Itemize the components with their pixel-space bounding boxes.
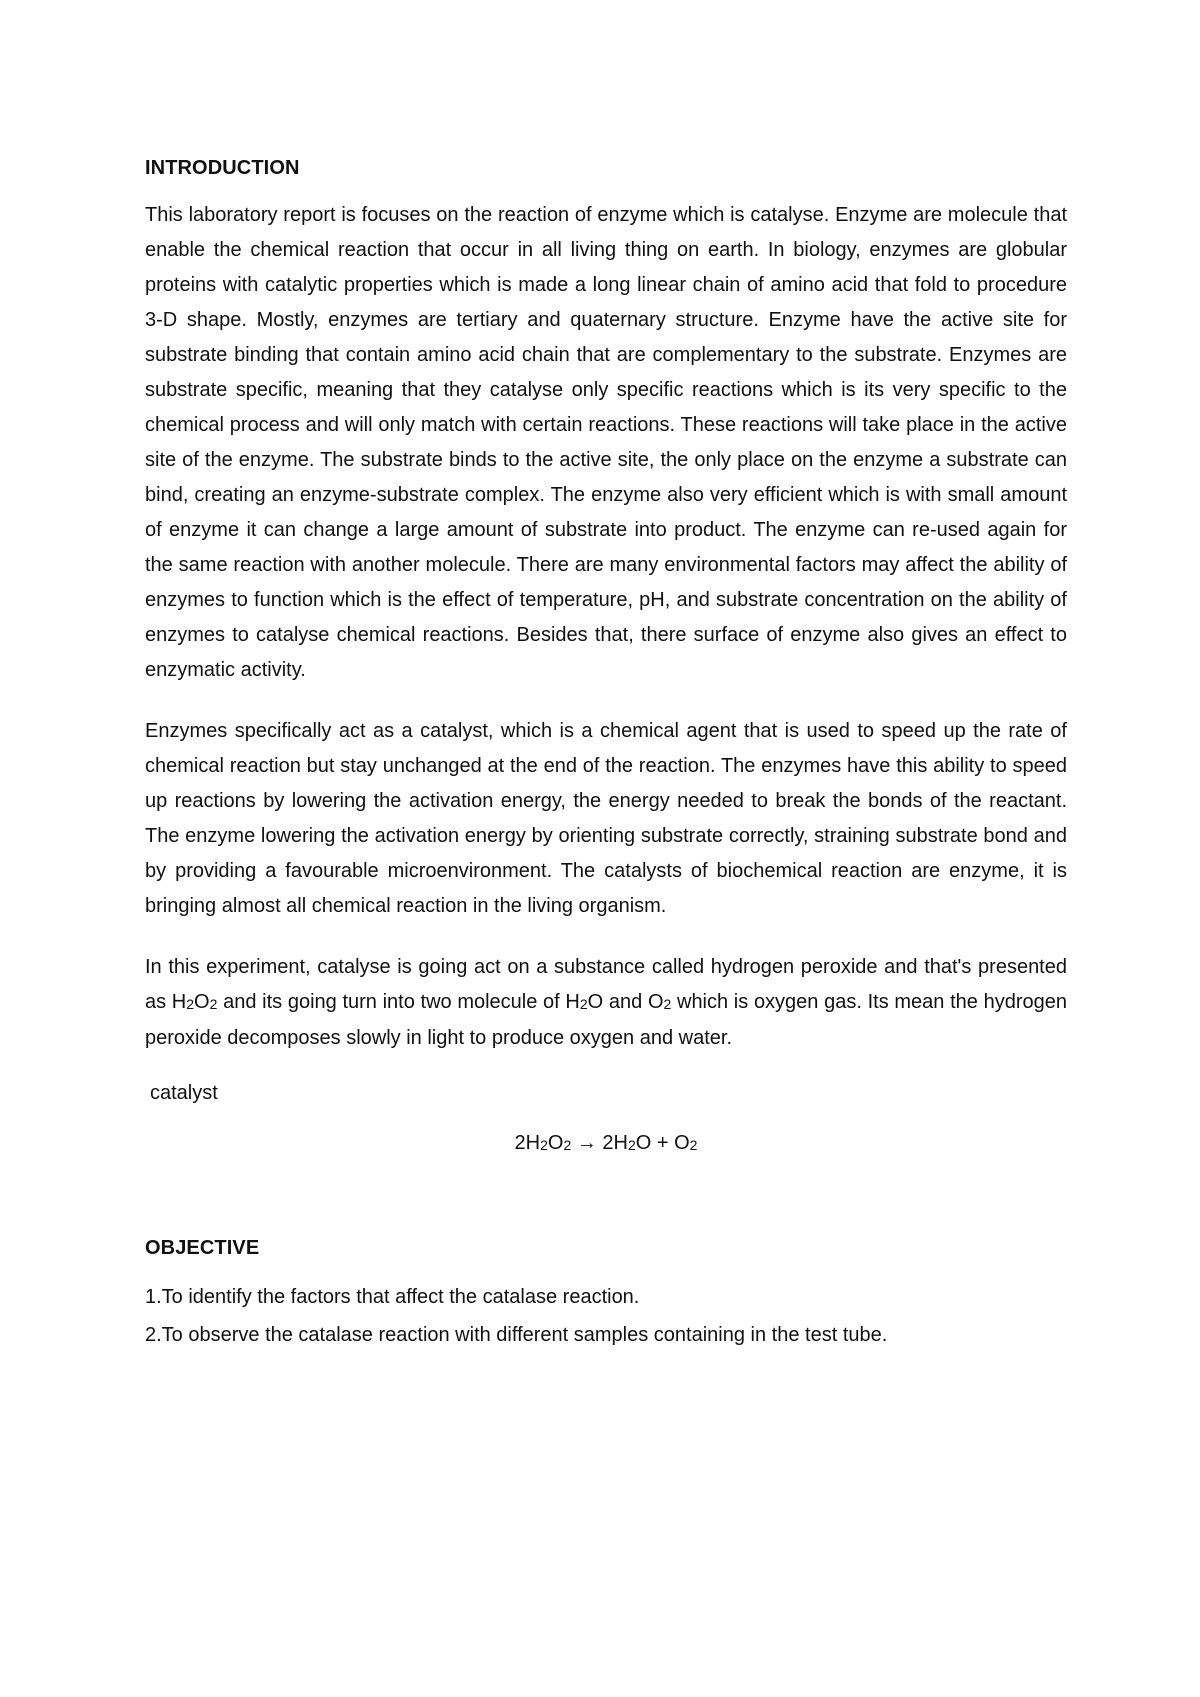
- objective-heading: OBJECTIVE: [145, 1237, 260, 1259]
- p3-sub-2: 2: [209, 996, 218, 1012]
- eq-sub-4: 2: [689, 1137, 698, 1153]
- eq-text-1: 2H: [514, 1132, 541, 1154]
- objective-item-1: 1.To identify the factors that affect the catalase reaction.: [145, 1286, 640, 1308]
- catalyst-label: catalyst: [150, 1082, 218, 1104]
- eq-sub-1: 2: [540, 1137, 548, 1153]
- chemical-equation: [145, 1126, 1067, 1162]
- eq-text-4: O + O: [635, 1132, 690, 1154]
- p3-text-3: and its going turn into two molecule of H: [217, 991, 580, 1013]
- intro-paragraph-1: This laboratory report is focuses on the reaction of enzyme which is catalyse. Enzyme are molecule that enable the chemical reaction that occur in all living thing on earth. In biology, enzymes are globular proteins with catalytic properties which is made a long linear chain of amino acid that fold to procedure 3-D shape. Mostly, enzymes are tertiary and quaternary structure. Enzyme have the active site for substrate binding that contain amino acid chain that are complementary to the substrate. Enzymes are substrate specific, meaning that they catalyse only specific reactions which is its very specific to the chemical process and will only match with certain reactions. These reactions will take place in the active site of the enzyme. The substrate binds to the active site, the only place on the enzyme a substrate can bind, creating an enzyme-substrate complex. The enzyme also very efficient which is with small amount of enzyme it can change a large amount of substrate into product. The enzyme can re-used again for the same reaction with another molecule. There are many environmental factors may affect the ability of enzymes to function which is the effect of temperature, pH, and substrate concentration on the ability of enzymes to catalyse chemical reactions. Besides that, there surface of enzyme also gives an effect to enzymatic activity.: [145, 204, 1067, 681]
- p3-sub-4: 2: [663, 996, 672, 1012]
- document-content: [145, 150, 1067, 1354]
- eq-sub-3: 2: [627, 1137, 636, 1153]
- p3-sub-3: 2: [579, 996, 588, 1012]
- p3-text-2: O: [194, 991, 210, 1013]
- objective-item-2: 2.To observe the catalase reaction with different samples containing in the test tube.: [145, 1324, 888, 1346]
- p3-text-5: which is oxygen gas. Its mean the hydrogen peroxide decomposes slowly in light to produce oxygen and water.: [145, 991, 1067, 1049]
- p3-text-4: O and O: [587, 991, 664, 1013]
- objective-list: [145, 1278, 1067, 1354]
- eq-text-2: O: [547, 1132, 564, 1154]
- eq-sub-2: 2: [563, 1137, 572, 1153]
- p3-sub-1: 2: [186, 996, 195, 1012]
- eq-text-3: → 2H: [571, 1132, 628, 1154]
- introduction-heading: INTRODUCTION: [145, 157, 300, 179]
- p3-text-1: In this experiment, catalyse is going act on a substance called hydrogen peroxide and that's presented as H: [145, 956, 1067, 1013]
- intro-paragraph-3: [145, 950, 1067, 1056]
- intro-paragraph-2: Enzymes specifically act as a catalyst, which is a chemical agent that is used to speed up the rate of chemical reaction but stay unchanged at the end of the reaction. The enzymes have this ability to speed up reactions by lowering the activation energy, the energy needed to break the bonds of the reactant. The enzyme lowering the activation energy by orienting substrate correctly, straining substrate bond and by providing a favourable microenvironment. The catalysts of biochemical reaction are enzyme, it is bringing almost all chemical reaction in the living organism.: [145, 720, 1067, 917]
